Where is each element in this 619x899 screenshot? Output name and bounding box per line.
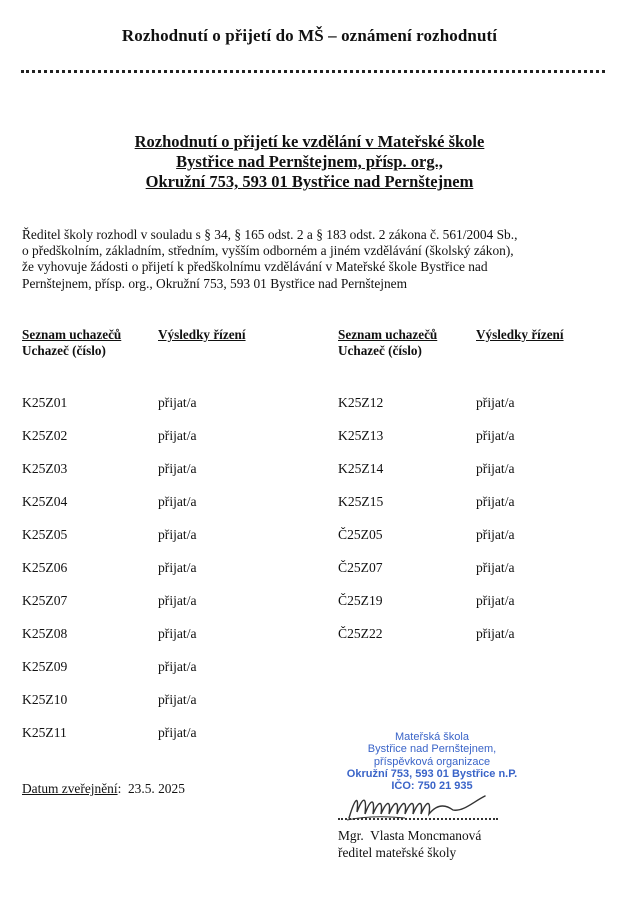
results-header-label: Výsledky řízení xyxy=(158,327,246,342)
list-subheader-label: Uchazeč (číslo) xyxy=(338,343,422,358)
heading-line-3: Okružní 753, 593 01 Bystřice nad Pernštejnem xyxy=(145,172,474,191)
right-row-result: přijat/a xyxy=(476,494,515,509)
right-row-result: přijat/a xyxy=(476,626,515,641)
left-row-result: přijat/a xyxy=(158,725,197,740)
left-row-result: přijat/a xyxy=(158,494,197,509)
publication-date: Datum zveřejnění: 23.5. 2025 xyxy=(22,781,185,796)
right-row-code: K25Z12 xyxy=(338,395,384,410)
left-row-result: přijat/a xyxy=(158,692,197,707)
signer-name: Mgr. Vlasta Moncmanová xyxy=(338,828,482,843)
left-row-code: K25Z10 xyxy=(22,692,68,707)
right-row-code: K25Z14 xyxy=(338,461,384,476)
left-list-header xyxy=(22,327,121,359)
right-row-code: Č25Z05 xyxy=(338,527,383,542)
right-row-result: přijat/a xyxy=(476,461,515,476)
left-row-result: přijat/a xyxy=(158,659,197,674)
left-row-result: přijat/a xyxy=(158,560,197,575)
right-results-header xyxy=(476,327,564,343)
left-row-code: K25Z06 xyxy=(22,560,68,575)
dotted-separator xyxy=(21,70,605,73)
right-row-result: přijat/a xyxy=(476,395,515,410)
stamp-line: Okružní 753, 593 01 Bystřice n.P. xyxy=(346,767,518,780)
intro-paragraph xyxy=(22,227,612,292)
right-row-code: Č25Z19 xyxy=(338,593,383,608)
publication-date-value: 23.5. 2025 xyxy=(127,781,185,796)
right-row-code: K25Z15 xyxy=(338,494,384,509)
right-list-header xyxy=(338,327,437,359)
left-row-result: přijat/a xyxy=(158,626,197,641)
right-row-code: Č25Z07 xyxy=(338,560,383,575)
left-row-code: K25Z09 xyxy=(22,659,68,674)
stamp-line: Bystřice nad Pernštejnem, xyxy=(367,743,497,756)
signature-line xyxy=(338,818,498,820)
publication-label: Datum zveřejnění xyxy=(22,781,118,796)
right-row-result: přijat/a xyxy=(476,560,515,575)
left-row-result: přijat/a xyxy=(158,527,197,542)
left-results-header xyxy=(158,327,246,343)
left-row-code: K25Z11 xyxy=(22,725,67,740)
left-row-code: K25Z01 xyxy=(22,395,68,410)
left-row-code: K25Z04 xyxy=(22,494,68,509)
right-row-code: Č25Z22 xyxy=(338,626,383,641)
signer-block xyxy=(338,827,481,861)
left-row-code: K25Z08 xyxy=(22,626,68,641)
left-row-code: K25Z07 xyxy=(22,593,68,608)
stamp-line: příspěvková organizace xyxy=(373,755,491,768)
right-row-result: přijat/a xyxy=(476,593,515,608)
school-stamp xyxy=(322,731,542,792)
left-row-code: K25Z02 xyxy=(22,428,68,443)
left-row-code: K25Z03 xyxy=(22,461,68,476)
right-row-result: přijat/a xyxy=(476,527,515,542)
heading-line-1: Rozhodnutí o přijetí ke vzdělání v Mateřské škole xyxy=(134,132,485,151)
signer-role: ředitel mateřské školy xyxy=(338,845,457,860)
stamp-line: IČO: 750 21 935 xyxy=(391,780,473,793)
intro-line: že vyhovuje žádosti o přijetí k předškolnímu vzdělávání v Mateřské škole Bystřice nad xyxy=(22,259,488,275)
left-row-result: přijat/a xyxy=(158,593,197,608)
left-row-code: K25Z05 xyxy=(22,527,68,542)
left-row-result: přijat/a xyxy=(158,428,197,443)
right-row-result: přijat/a xyxy=(476,428,515,443)
results-header-label: Výsledky řízení xyxy=(476,327,564,342)
intro-line: Pernštejnem, přísp. org., Okružní 753, 593 01 Bystřice nad Pernštejnem xyxy=(22,275,408,291)
heading-line-2: Bystřice nad Pernštejnem, přísp. org., xyxy=(176,152,443,171)
right-row-code: K25Z13 xyxy=(338,428,384,443)
list-header-label: Seznam uchazečů xyxy=(22,327,122,342)
list-subheader-label: Uchazeč (číslo) xyxy=(22,343,106,358)
list-header-label: Seznam uchazečů xyxy=(338,327,438,342)
left-row-result: přijat/a xyxy=(158,461,197,476)
stamp-line: Mateřská škola xyxy=(395,731,469,743)
intro-line: Ředitel školy rozhodl v souladu s § 34, § 165 odst. 2 a § 183 odst. 2 zákona č. 561/2004 Sb., xyxy=(22,227,518,242)
left-row-result: přijat/a xyxy=(158,395,197,410)
intro-line: o předškolním, základním, středním, vyšším odborném a jiném vzdělávání (školský zákon), xyxy=(22,243,514,259)
decision-heading xyxy=(0,132,619,192)
document-title: Rozhodnutí o přijetí do MŠ – oznámení rozhodnutí xyxy=(121,26,498,45)
